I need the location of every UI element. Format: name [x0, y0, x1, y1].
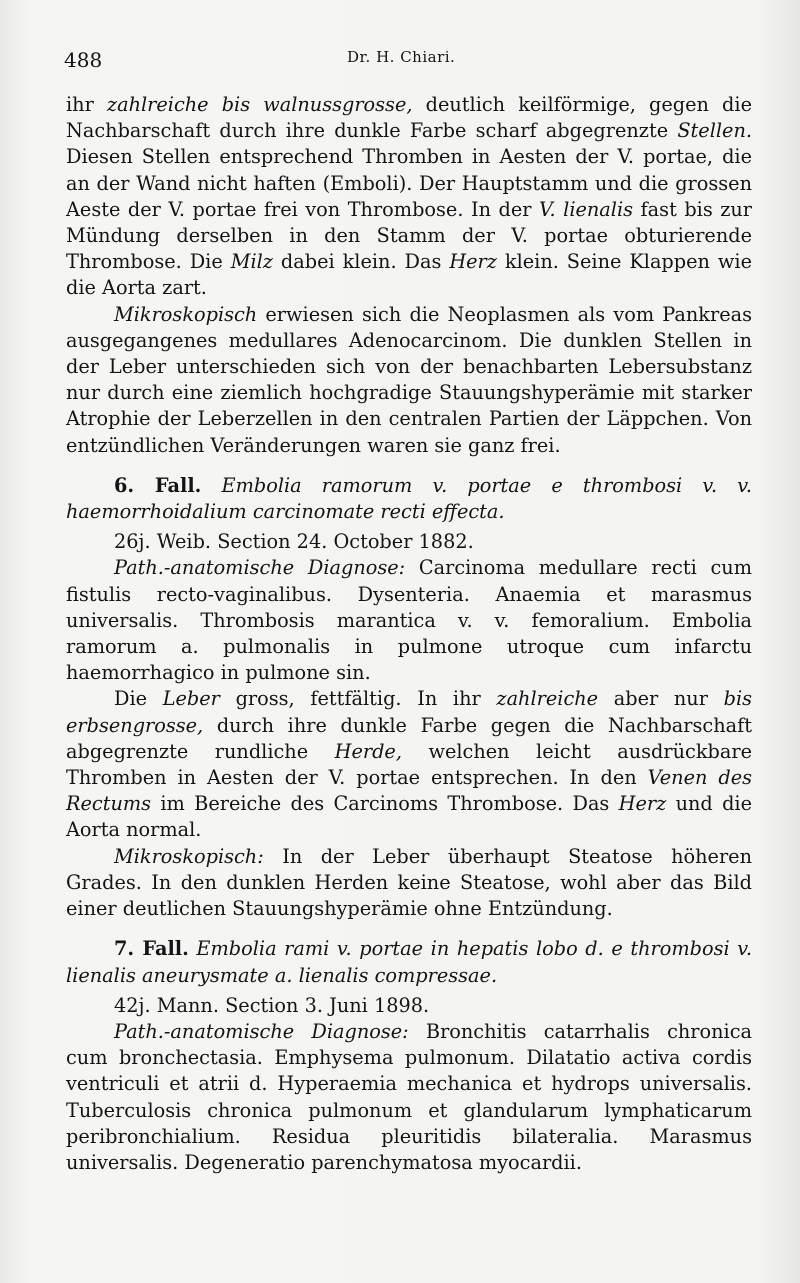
case-6-heading [66, 473, 752, 525]
case-title: Embolia rami v. portae in hepatis lobo d. e thrombosi v. lienalis aneurysmate a. lienalis compressae. [66, 937, 752, 987]
case-6-meta: 26j. Weib. Section 24. October 1882. [114, 530, 474, 554]
page-number: 488 [64, 48, 103, 72]
body-text [66, 92, 752, 1176]
running-head: Dr. H. Chiari. [347, 48, 456, 66]
case-6-microscopic: Mikroskopisch: In der Leber überhaupt Steatose höheren Grades. In den dunklen Herden keine Steatose, wohl aber das Bild einer deutlichen Stauungshyperämie ohne Entzündung. [66, 844, 752, 921]
case-6-liver: Die Leber gross, fettfältig. In ihr zahlreiche aber nur bis erbsengrosse, durch ihre dunkle Farbe gegen die Nachbarschaft abgegrenzte rundliche Herde, welchen leicht ausdrückbare Thromben in Aesten der V. portae entsprechen. In den Venen des Rectums im Bereiche des Carcinoms Thrombose. Das Herz und die Aorta normal. [66, 687, 753, 842]
case-7-meta: 42j. Mann. Section 3. Juni 1898. [114, 993, 430, 1017]
case-7-heading [66, 936, 752, 988]
case-number: 7. Fall. [114, 937, 189, 961]
case-title: Embolia ramorum v. portae e thrombosi v. v. haemorrhoidalium carcinomate recti effecta. [66, 473, 752, 524]
paragraph-microscopic: Mikroskopisch erwiesen sich die Neoplasmen als vom Pankreas ausgegangenes medullares Adenocarcinom. Die dunklen Stellen in der Leber unterschieden sich von der benachbarten Lebersubstanz nur durch eine ziemlich hochgradige Stauungshyperämie mit starker Atrophie der Leberzellen in den centralen Partien der Läppchen. Von entzündlichen Veränderungen waren sie ganz frei. [66, 302, 752, 457]
case-6-diagnosis: Path.-anatomische Diagnose: Carcinoma medullare recti cum fistulis recto-vaginalibus. Dysenteria. Anaemia et marasmus universalis. Thrombosis marantica v. v. femoralium. Embolia ramorum a. pulmonalis in pulmone utroque cum infarctu haemorrhagico in pulmone sin. [66, 556, 752, 685]
case-number: 6. Fall. [114, 473, 202, 497]
page-header [62, 44, 752, 74]
paragraph-liver-findings: ihr zahlreiche bis walnussgrosse, deutlich keilförmige, gegen die Nachbarschaft durch ihre dunkle Farbe scharf abgegrenzte Stellen. Diesen Stellen entsprechend Thromben in Aesten der V. portae, die an der Wand nicht haften (Emboli). Der Hauptstamm und die grossen Aeste der V. portae frei von Thrombose. In der V. lienalis fast bis zur Mündung derselben in den Stamm der V. portae obturierende Thrombose. Die Milz dabei klein. Das Herz klein. Seine Klappen wie die Aorta zart. [66, 93, 753, 300]
case-7-diagnosis: Path.-anatomische Diagnose: Bronchitis catarrhalis chronica cum bronchectasia. Emphysema pulmonum. Dilatatio activa cordis ventriculi et atrii d. Hyperaemia mechanica et hydrops universalis. Tuberculosis chronica pulmonum et glandularum lymphaticarum peribronchialium. Residua pleuritidis bilateralia. Marasmus universalis. Degeneratio parenchymatosa myocardii. [66, 1019, 752, 1174]
